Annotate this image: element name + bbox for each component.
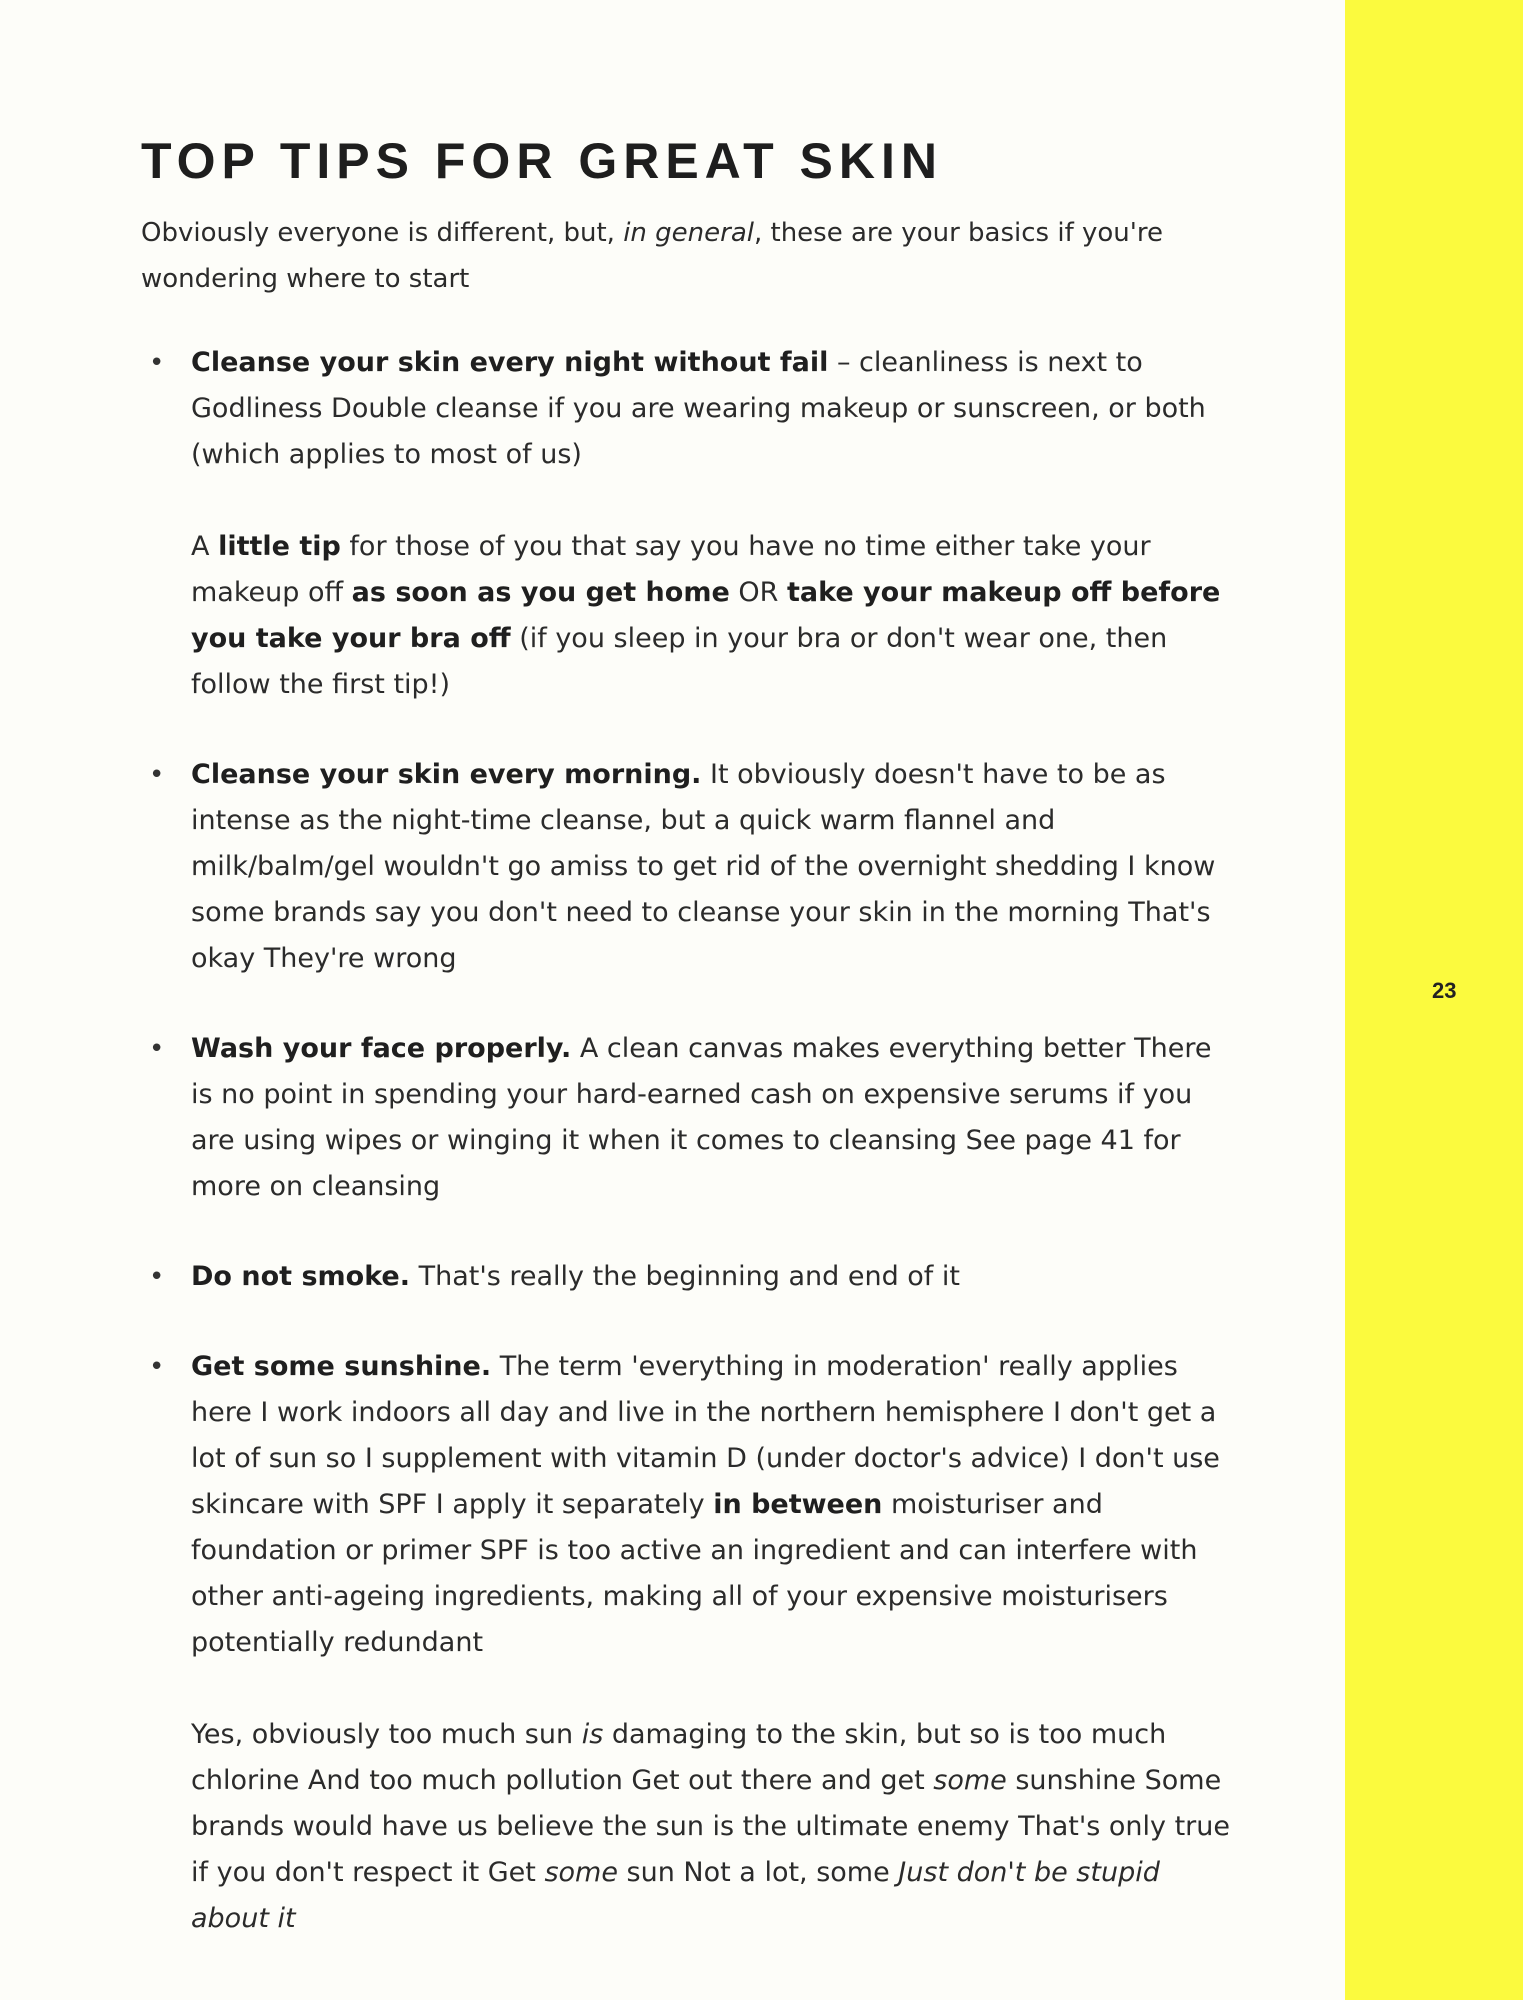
tip-paragraph: [191, 752, 1241, 982]
intro-text: , these are your basics if you're wondering where to start: [141, 218, 1164, 294]
tip-text: It obviously doesn't have to be as intense as the night-time cleanse, but a quick warm flannel and milk/balm/gel wouldn't go amiss to get rid of the overnight shedding I know some brands say you don't need to cleanse your skin in the morning That's okay They're wrong: [191, 759, 1216, 974]
tip-italic: is: [581, 1719, 604, 1750]
tip-text: damaging to the skin, but so is too much chlorine And too much pollution Get out there and get: [191, 1719, 1167, 1796]
page-title: TOP TIPS FOR GREAT SKIN: [141, 133, 943, 189]
tip-heading: Do not smoke.: [191, 1261, 410, 1292]
tip-text: The term 'everything in moderation' really applies here I work indoors all day and live in the northern hemisphere I don't get a lot of sun so I supplement with vitamin D (under doctor's advice) I don't use skincare with SPF I apply it separately: [191, 1351, 1220, 1520]
tip-heading: Cleanse your skin every morning.: [191, 759, 702, 790]
tip-text: for those of you that say you have no time either take your makeup off: [191, 531, 1151, 608]
bullet-icon: •: [149, 1262, 165, 1292]
tip-paragraph: [191, 340, 1241, 478]
tip-paragraph: [191, 524, 1241, 708]
bullet-icon: •: [149, 1352, 165, 1382]
tip-cleanse-morning: [141, 752, 1241, 982]
tip-text: – cleanliness is next to Godliness Double cleanse if you are wearing makeup or sunscreen, or both (which applies to most of us): [191, 347, 1206, 470]
tip-text: A: [191, 531, 219, 562]
tip-bold: take your makeup off before you take your bra off: [191, 577, 1221, 654]
tip-italic: some: [544, 1857, 618, 1888]
tip-text: That's really the beginning and end of it: [410, 1261, 960, 1292]
tip-wash-face: [141, 1026, 1241, 1210]
tip-paragraph: [191, 1026, 1241, 1210]
bullet-icon: •: [149, 1034, 165, 1064]
tip-heading: Get some sunshine.: [191, 1351, 492, 1382]
tip-text: sunshine Some brands would have us believe the sun is the ultimate enemy That's only true if you don't respect it Get: [191, 1765, 1230, 1888]
tip-cleanse-night: [141, 340, 1241, 708]
tip-text: Yes, obviously too much sun: [191, 1719, 582, 1750]
tip-sunshine: [141, 1344, 1241, 1942]
tip-heading: Cleanse your skin every night without fail: [191, 347, 829, 378]
tip-heading: Wash your face properly.: [191, 1033, 572, 1064]
tip-text: sun Not a lot, some: [617, 1857, 899, 1888]
tip-paragraph: [191, 1712, 1241, 1942]
tip-bold: little tip: [218, 531, 341, 562]
bullet-icon: •: [149, 760, 165, 790]
tip-text: OR: [729, 577, 787, 608]
tips-list: [141, 340, 1241, 1942]
bullet-icon: •: [149, 348, 165, 378]
tip-italic: some: [933, 1765, 1007, 1796]
tip-bold: as soon as you get home: [351, 577, 730, 608]
tip-italic: Just don't be stupid about it: [191, 1857, 1160, 1934]
tip-paragraph: [191, 1344, 1241, 1666]
tip-text: A clean canvas makes everything better There is no point in spending your hard-earned cash on expensive serums if you are using wipes or winging it when it comes to cleansing See page 41 for more on cleansing: [191, 1033, 1212, 1202]
page-number: 23: [1432, 978, 1457, 1003]
tip-bold: in between: [713, 1489, 883, 1520]
tip-text: (if you sleep in your bra or don't wear one, then follow the first tip!): [191, 623, 1168, 700]
intro-paragraph: [141, 210, 1221, 302]
tip-paragraph: [191, 1254, 1241, 1300]
tip-text: moisturiser and foundation or primer SPF is too active an ingredient and can interfere with other anti-ageing ingredients, making all of your expensive moisturisers potentially redundant: [191, 1489, 1198, 1658]
intro-text: Obviously everyone is different, but,: [141, 218, 624, 248]
tip-no-smoke: [141, 1254, 1241, 1300]
intro-emphasis: in general: [623, 218, 754, 248]
page-content: [141, 130, 1241, 1986]
